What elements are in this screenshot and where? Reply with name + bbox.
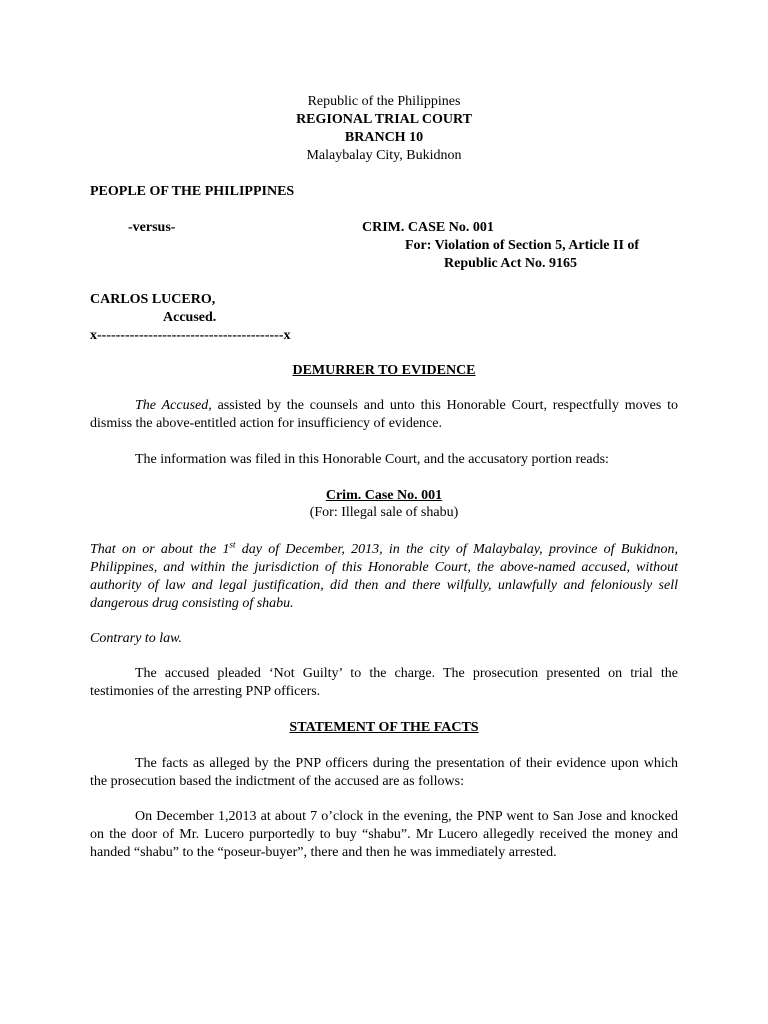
accusation-paragraph — [90, 541, 678, 613]
accusation-sup: st — [229, 539, 236, 550]
caption-separator: x----------------------------------------x — [90, 328, 291, 343]
document-title-text: DEMURRER TO EVIDENCE — [292, 363, 476, 378]
case-number: CRIM. CASE No. 001 — [362, 220, 494, 235]
plea-paragraph: The accused pleaded ‘Not Guilty’ to the charge. The prosecution presented on trial the testimonies of the arresting PNP officers. — [90, 666, 678, 699]
header-court: REGIONAL TRIAL COURT — [296, 112, 472, 127]
header-republic: Republic of the Philippines — [307, 94, 461, 109]
facts-heading-text: STATEMENT OF THE FACTS — [289, 720, 479, 735]
facts-heading — [0, 719, 768, 737]
quoted-case-subtitle: (For: Illegal sale of shabu) — [309, 505, 459, 520]
header-branch: BRANCH 10 — [344, 130, 424, 145]
intro-rest: assisted by the counsels and unto this Honorable Court, respectfully moves to dismiss the above-entitled action for insufficiency of evidence. — [90, 398, 678, 431]
facts-body-paragraph: On December 1,2013 at about 7 o’clock in the evening, the PNP went to San Jose and knocked on the door of Mr. Lucero purportedly to buy “shabu”. Mr Lucero allegedly received the money and handed “shabu” to the “poseur-buyer”, there and then he was immediately arrested. — [90, 809, 678, 860]
case-charge-line2: Republic Act No. 9165 — [444, 256, 577, 271]
intro-paragraph — [90, 397, 678, 433]
case-charge-line1: For: Violation of Section 5, Article II of — [405, 238, 640, 253]
versus-label: -versus- — [128, 220, 176, 235]
header-city: Malaybalay City, Bukidnon — [306, 148, 462, 163]
quoted-case-title-text: Crim. Case No. 001 — [325, 488, 443, 503]
document-title — [0, 362, 768, 380]
quoted-case-title — [0, 487, 768, 505]
accusation-part2: day of December, 2013, in the city of Malaybalay, province of Bukidnon, Philippines, and within the jurisdiction of this Honorable Court, the above-named accused, without authority of law and legal justification, did then and there wilfully, unlawfully and feloniously sell dangerous drug consisting of shabu. — [90, 542, 678, 611]
plaintiff-name: PEOPLE OF THE PHILIPPINES — [90, 184, 295, 199]
accused-name: CARLOS LUCERO, — [90, 292, 216, 307]
intro-accused: The Accused, — [135, 398, 212, 413]
contrary-to-law: Contrary to law. — [90, 631, 182, 646]
accused-label: Accused. — [163, 310, 217, 325]
information-paragraph: The information was filed in this Honorable Court, and the accusatory portion reads: — [135, 452, 609, 467]
accusation-part1: That on or about the 1 — [90, 542, 230, 557]
facts-intro-paragraph: The facts as alleged by the PNP officers during the presentation of their evidence upon which the prosecution based the indictment of the accused are as follows: — [90, 756, 678, 789]
